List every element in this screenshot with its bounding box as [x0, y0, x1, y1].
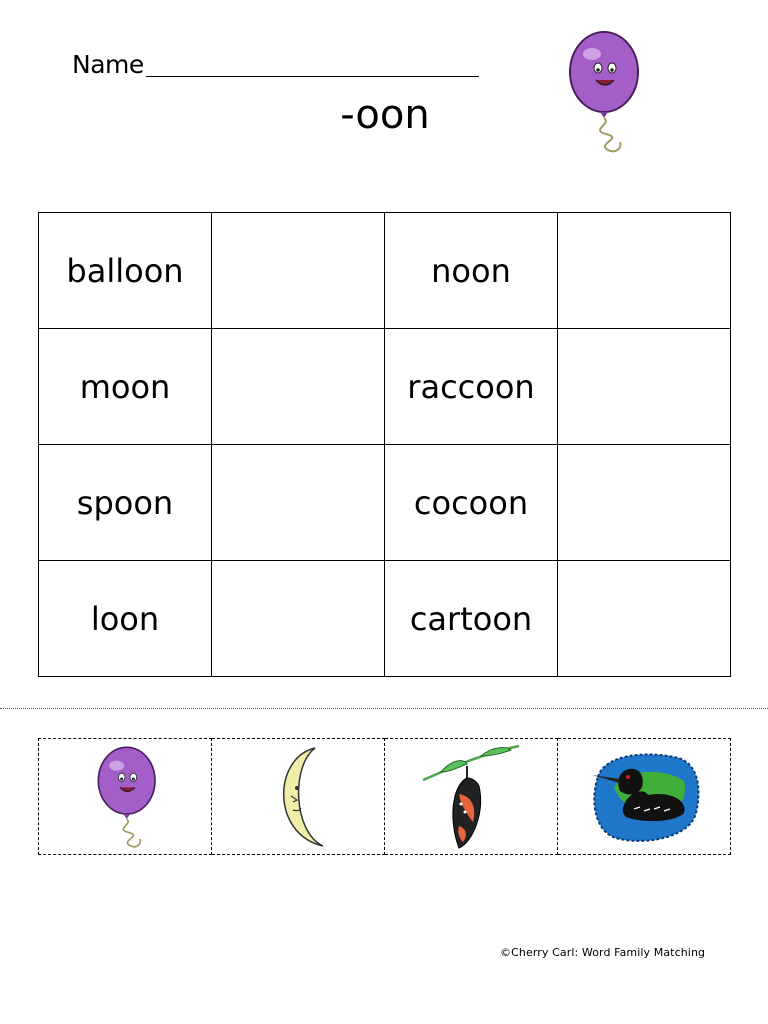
name-line[interactable]: [146, 76, 479, 77]
word-grid: [38, 212, 731, 677]
grid-row: [39, 561, 731, 677]
blank-cell[interactable]: [212, 213, 385, 329]
grid-row: [39, 329, 731, 445]
word-cell: cartoon: [385, 561, 558, 677]
word-cell: balloon: [39, 213, 212, 329]
balloon-icon: [90, 744, 160, 849]
picture-card[interactable]: [39, 739, 212, 855]
loon-icon: [584, 747, 704, 847]
word-cell: loon: [39, 561, 212, 677]
picture-card[interactable]: [212, 739, 385, 855]
grid-row: [39, 213, 731, 329]
word-cell: noon: [385, 213, 558, 329]
cocoon-icon: [421, 742, 521, 852]
blank-cell[interactable]: [558, 213, 731, 329]
grid-row: [39, 445, 731, 561]
blank-cell[interactable]: [212, 329, 385, 445]
balloon-icon: [560, 28, 644, 154]
word-cell: cocoon: [385, 445, 558, 561]
name-label: Name: [72, 50, 144, 79]
word-cell: raccoon: [385, 329, 558, 445]
copyright-credit: ©Cherry Carl: Word Family Matching: [500, 946, 706, 959]
picture-cards: [38, 738, 731, 855]
moon-icon: [263, 744, 333, 849]
page-title: -oon: [340, 92, 430, 138]
word-cell: moon: [39, 329, 212, 445]
word-cell: spoon: [39, 445, 212, 561]
picture-card[interactable]: [385, 739, 558, 855]
cut-line: [0, 708, 768, 709]
blank-cell[interactable]: [212, 445, 385, 561]
blank-cell[interactable]: [558, 445, 731, 561]
picture-card[interactable]: [558, 739, 731, 855]
blank-cell[interactable]: [212, 561, 385, 677]
blank-cell[interactable]: [558, 561, 731, 677]
blank-cell[interactable]: [558, 329, 731, 445]
